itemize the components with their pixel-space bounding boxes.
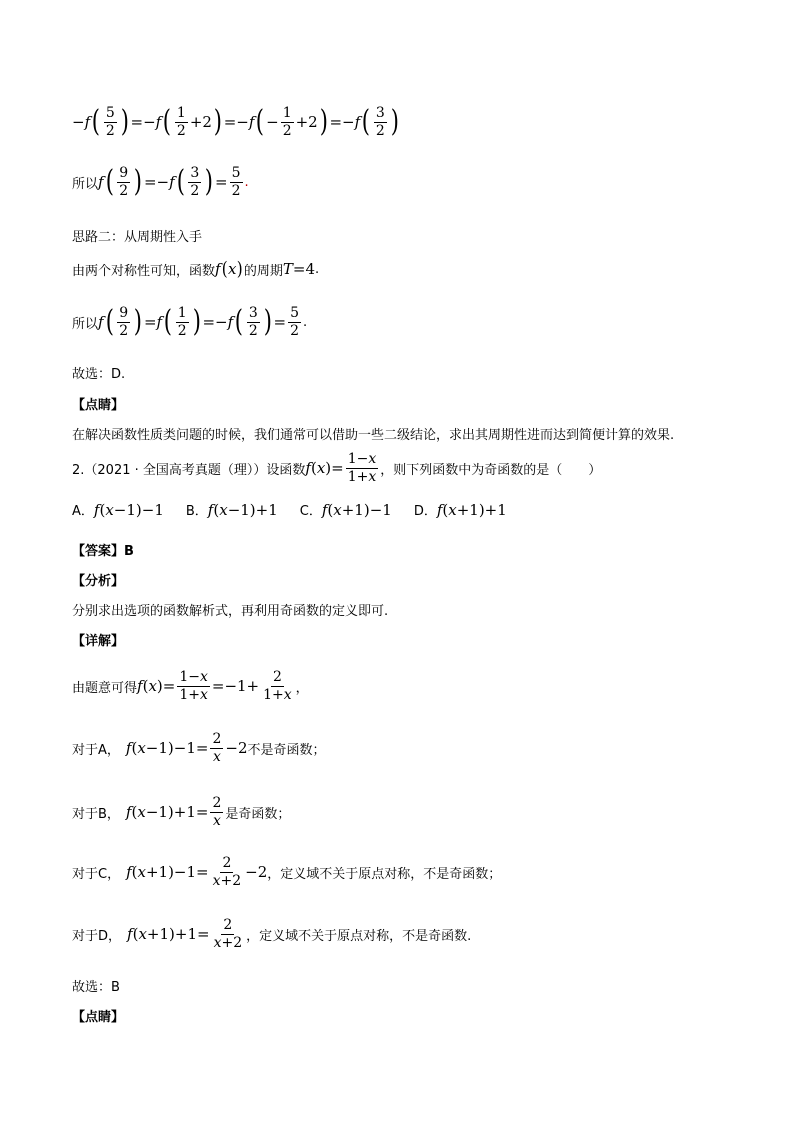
- case-d-label: 对于D，: [72, 928, 122, 944]
- case-c-result: ，定义域不关于原点对称，不是奇函数；: [267, 866, 502, 882]
- case-a-result: 不是奇函数；: [247, 742, 326, 758]
- derive-line: 由题意可得 f(x)= $\frac{1-x}{1+x}$ =−1+ $\frac{2}{1+x}$ ，: [72, 669, 309, 703]
- case-b: 对于B， f(x−1)+1= $\frac{2}{x}$ 是奇函数；: [72, 795, 291, 829]
- case-c-label: 对于C，: [72, 866, 121, 882]
- case-a-label: 对于A，: [72, 742, 120, 758]
- period-line: 由两个对称性可知，函数 f ( x ) 的周期 T=4 .: [72, 258, 320, 280]
- case-d: 对于D， f(x+1)+1= $\frac{2}{x+2}$ ，定义域不关于原点对称，不是奇函数.: [72, 917, 472, 951]
- case-b-label: 对于B，: [72, 806, 120, 822]
- answer-heading: 【答案】B: [72, 544, 134, 559]
- case-b-result: 是奇函数；: [225, 806, 291, 822]
- fenxi-text: 分别求出选项的函数解析式，再利用奇函数的定义即可.: [72, 604, 389, 619]
- option-d-label: D．: [413, 504, 437, 519]
- period-prefix: 由两个对称性可知，函数: [72, 263, 216, 279]
- formula-line-3: 所以 f ( $\frac{9}{2}$ ) =f ( $\frac{1}{2}$ ) =−f ( $\frac{3}{2}$ ) = $\frac{5}{2}$ .: [72, 304, 308, 340]
- select-d: 故选：D.: [72, 367, 126, 382]
- option-a: f(x−1)−1: [93, 500, 164, 519]
- derive-prefix: 由题意可得: [72, 680, 138, 696]
- so-prefix: 所以: [72, 176, 99, 192]
- period-mid: 的周期: [243, 263, 283, 279]
- xiangjie-heading: 【详解】: [72, 634, 125, 649]
- select-b: 故选：B: [72, 980, 120, 995]
- dianjing-heading-2: 【点睛】: [72, 1010, 125, 1025]
- option-d: f(x+1)+1: [436, 500, 507, 519]
- fenxi-heading: 【分析】: [72, 574, 125, 589]
- q2-prefix: 2.（2021 · 全国高考真题（理））设函数: [72, 462, 306, 478]
- option-b-label: B．: [185, 504, 208, 519]
- options-row: [72, 500, 507, 519]
- case-d-result: ，定义域不关于原点对称，不是奇函数.: [246, 928, 472, 944]
- case-c: 对于C， f(x+1)−1= $\frac{2}{x+2}$ −2 ，定义域不关于原点对称，不是奇函数；: [72, 855, 502, 889]
- formula-line-1: −f ( $\frac{5}{2}$ ) =−f ( $\frac{1}{2}$ +2 ) =−f ( − $\frac{1}{2}$ +2 ) =−f ( $\frac{3}{2}$ ): [72, 104, 399, 140]
- dianjing-heading: 【点睛】: [72, 398, 125, 413]
- question-2: 2.（2021 · 全国高考真题（理））设函数 f(x)= $\frac{1-x}{1+x}$ ，则下列函数中为奇函数的是（ ）: [72, 451, 602, 485]
- q2-suffix: ，则下列函数中为奇函数的是（ ）: [380, 462, 602, 478]
- formula-line-2: 所以 f ( $\frac{9}{2}$ ) =−f ( $\frac{3}{2}$ ) = $\frac{5}{2}$ .: [72, 164, 249, 200]
- option-c: f(x+1)−1: [321, 500, 392, 519]
- dianjing-text: 在解决函数性质类问题的时候，我们通常可以借助一些二级结论，求出其周期性进而达到简便计算的效果.: [72, 428, 675, 443]
- case-a: 对于A， f(x−1)−1= $\frac{2}{x}$ −2 不是奇函数；: [72, 731, 326, 765]
- option-c-label: C．: [299, 504, 322, 519]
- option-a-label: A．: [72, 504, 94, 519]
- so-prefix-2: 所以: [72, 316, 99, 332]
- thought-two: 思路二：从周期性入手: [72, 230, 203, 245]
- option-b: f(x−1)+1: [207, 500, 278, 519]
